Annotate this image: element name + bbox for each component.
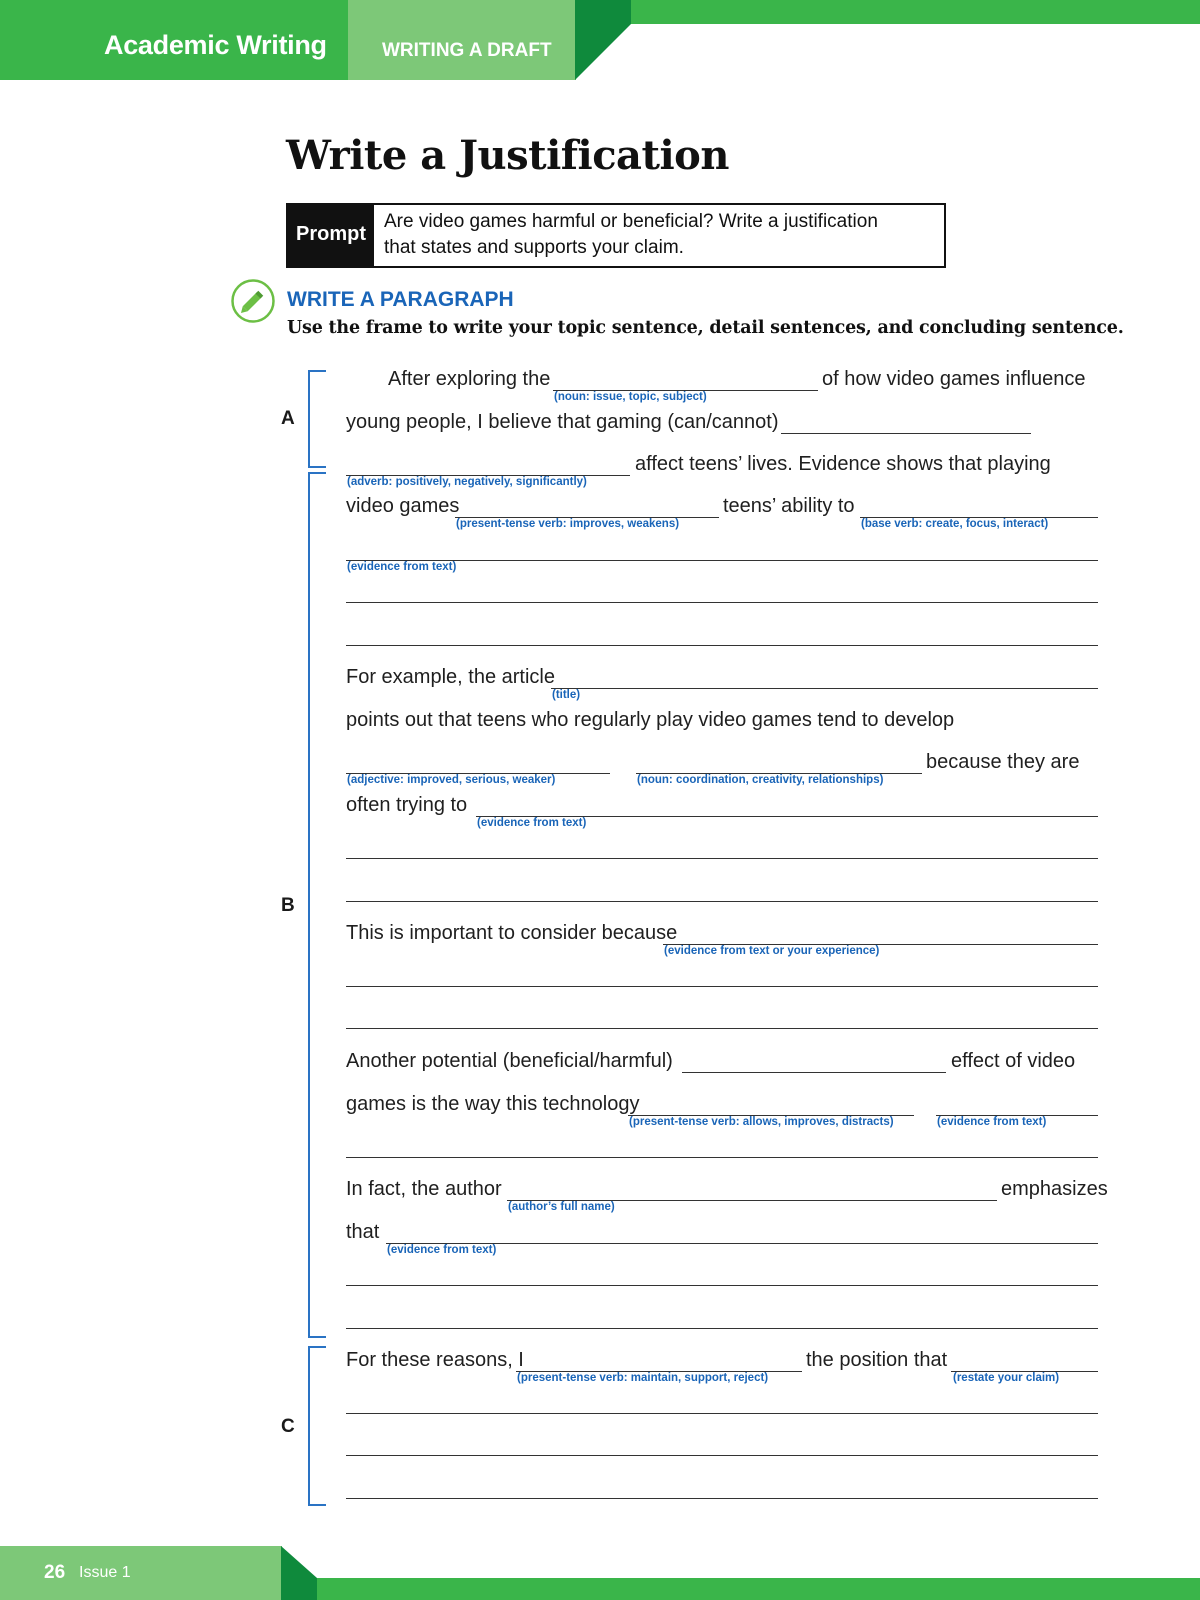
blank-line[interactable] <box>346 1028 1098 1029</box>
footer-page-number: 26 <box>44 1562 66 1583</box>
hint-label: (author’s full name) <box>508 1201 615 1213</box>
hint-label: (noun: coordination, creativity, relationships) <box>637 774 884 786</box>
frame-text: of how video games influence <box>822 368 1086 390</box>
blank-line[interactable] <box>346 986 1098 987</box>
frame-text: points out that teens who regularly play video games tend to develop <box>346 709 955 731</box>
frame-text: emphasizes <box>1001 1178 1108 1200</box>
header-section-title: Academic Writing <box>104 30 327 60</box>
hint-label: (noun: issue, topic, subject) <box>554 391 707 403</box>
hint-label: (evidence from text) <box>347 561 457 573</box>
hint-label: (present-tense verb: allows, improves, distracts) <box>629 1116 894 1128</box>
header-banner <box>0 0 1200 80</box>
frame-text: often trying to <box>346 794 468 816</box>
frame-text: that <box>346 1221 380 1243</box>
footer-corner-fold <box>281 1546 317 1600</box>
blank-line[interactable] <box>346 858 1098 859</box>
bracket-b <box>308 472 326 1338</box>
blank-line[interactable] <box>551 688 1098 689</box>
hint-label: (evidence from text) <box>387 1244 497 1256</box>
header-corner-fold <box>575 0 631 80</box>
frame-text: For example, the article <box>346 666 555 688</box>
hint-label: (evidence from text) <box>477 817 587 829</box>
frame-text: affect teens’ lives. Evidence shows that playing <box>635 453 1051 475</box>
prompt-text-line-1: Are video games harmful or beneficial? Write a justification <box>384 211 878 232</box>
hint-label: (adverb: positively, negatively, significantly) <box>347 476 587 488</box>
hint-label: (evidence from text) <box>937 1116 1047 1128</box>
blank-line[interactable] <box>346 1498 1098 1499</box>
frame-text: After exploring the <box>388 368 551 390</box>
blank-line[interactable] <box>781 433 1031 434</box>
prompt-text-line-2: that states and supports your claim. <box>384 237 684 258</box>
footer-tab <box>0 1546 282 1600</box>
write-paragraph-instruction: Use the frame to write your topic sentence, detail sentences, and concluding sentence. <box>287 318 1124 338</box>
pencil-icon <box>230 278 276 324</box>
hint-label: (adjective: improved, serious, weaker) <box>347 774 556 786</box>
frame-text: games is the way this technology <box>346 1093 640 1115</box>
blank-line[interactable] <box>346 1455 1098 1456</box>
hint-label: (restate your claim) <box>953 1372 1060 1384</box>
hint-label: (evidence from text or your experience) <box>664 945 880 957</box>
blank-line[interactable] <box>346 560 1098 561</box>
frame-text: because they are <box>926 751 1080 773</box>
frame-text: Another potential (beneficial/harmful) <box>346 1050 673 1072</box>
frame-text: teens’ ability to <box>723 495 855 517</box>
bracket-b-label: B <box>281 895 295 916</box>
bracket-c <box>308 1346 326 1506</box>
frame-text: video games <box>346 495 460 517</box>
hint-label: (present-tense verb: maintain, support, reject) <box>517 1372 769 1384</box>
prompt-box <box>286 203 946 268</box>
frame-text: effect of video <box>951 1050 1076 1072</box>
blank-line[interactable] <box>346 1328 1098 1329</box>
frame-text: This is important to consider because <box>346 922 678 944</box>
blank-line[interactable] <box>682 1072 946 1073</box>
blank-line[interactable] <box>346 1157 1098 1158</box>
blank-line[interactable] <box>346 645 1098 646</box>
prompt-label-cell <box>288 205 374 266</box>
hint-label: (base verb: create, focus, interact) <box>861 518 1049 530</box>
frame-text: In fact, the author <box>346 1178 502 1200</box>
write-paragraph-heading: WRITE A PARAGRAPH <box>287 288 514 311</box>
page-title: Write a Justification <box>286 132 729 179</box>
bracket-a-label: A <box>281 408 295 429</box>
blank-line[interactable] <box>346 602 1098 603</box>
blank-line[interactable] <box>346 1413 1098 1414</box>
frame-text: For these reasons, I <box>346 1349 524 1371</box>
blank-line[interactable] <box>346 901 1098 902</box>
header-subsection-title: WRITING A DRAFT <box>382 40 552 61</box>
prompt-label: Prompt <box>296 223 366 245</box>
frame-text: young people, I believe that gaming (can/cannot) <box>346 411 779 433</box>
bracket-c-label: C <box>281 1416 295 1437</box>
hint-label: (present-tense verb: improves, weakens) <box>456 518 680 530</box>
bracket-a <box>308 370 326 468</box>
footer-bottom-stripe <box>280 1578 1200 1600</box>
header-top-stripe <box>560 0 1200 24</box>
footer-banner <box>0 1546 1200 1600</box>
blank-line[interactable] <box>346 1285 1098 1286</box>
footer-issue: Issue 1 <box>79 1564 131 1581</box>
hint-label: (title) <box>552 689 581 701</box>
frame-text: the position that <box>806 1349 948 1371</box>
